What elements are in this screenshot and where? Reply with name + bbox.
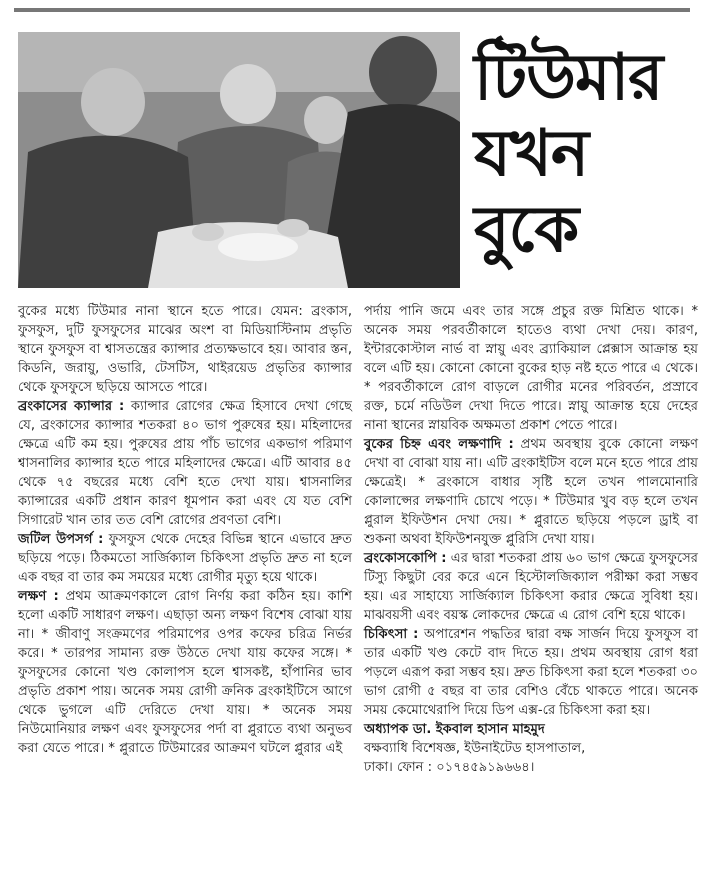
paragraph-treatment: চিকিৎসা : অপারেশন পদ্ধতির দ্বারা বক্ষ সার্জন দিয়ে ফুসফুস বা তার একটি খণ্ড কেটে বাদ দিতে হয়। প্রথম অবস্থায় রোগ ধরা পড়লে এরূপ করা সম্ভব হয়। দ্রুত চিকিৎসা করা হলে শতকরা ৩০ ভাগ রোগী ৫ বছর বা তার বেশিও বেঁচে থাকতে পারে। অনেক সময় কেমোথেরাপি দিয়ে ডিপ এক্স-রে চিকিৎসা করা হয়। bbox=[364, 627, 698, 718]
subheading: ব্রংকাসের ক্যান্সার : bbox=[18, 399, 125, 414]
author-contact: ঢাকা। ফোন : ০১৭৪৫৯১৯৬৬৪। bbox=[364, 760, 535, 775]
author-name: অধ্যাপক ডা. ইকবাল হাসান মাহমুদ bbox=[364, 722, 545, 737]
subheading: চিকিৎসা : bbox=[364, 627, 419, 642]
paragraph-symptoms: লক্ষণ : প্রথম আক্রমণকালে রোগ নির্ণয় করা কঠিন হয়। কাশি হলো একটি সাধারণ লক্ষণ। এছাড়া অন্য লক্ষণ বিশেষ বোঝা যায় না। * জীবাণু সংক্রমণের পরিমাপের ওপর কফের চরিত্র নির্ভর করে। * তারপর সামান্য রক্ত উঠতে দেখা যায় কফের সঙ্গে। * ফুসফুসের কোনো খণ্ড কোলাপস হলে শ্বাসকষ্ট, হাঁপানির ভাব প্রভৃতি প্রকাশ পায়। অনেক সময় রোগী ক্রনিক ব্রংকাইটিসে আগে থেকে ভুগলে এটি দেরিতে দেখা যায়। * অনেক সময় নিউমোনিয়ার লক্ষণ এবং ফুসফুসের পর্দা বা প্লুরাতে ব্যথা অনুভব করা যেতে পারে। * প্লুরাতে টিউমারের আক্রমণ ঘটলে প্লুরার এই bbox=[18, 589, 352, 756]
subheading: বুকের চিহ্ন এবং লক্ষণাদি : bbox=[364, 437, 514, 452]
right-column bbox=[364, 302, 698, 777]
left-column bbox=[18, 302, 352, 758]
paragraph-chest-signs: বুকের চিহ্ন এবং লক্ষণাদি : প্রথম অবস্থায় বুকে কোনো লক্ষণ দেখা বা বোঝা যায় না। এটি ব্রংকাইটিস বলে মনে হতে পারে প্রায় ক্ষেত্রেই। * ব্রংকাসে বাধার সৃষ্টি হলে তখন পালমোনারি কোলাপ্সের লক্ষণাদি চোখে পড়ে। * টিউমার খুব বড় হলে তখন প্লুরাল ইফিউশন দেখা দেয়। * প্লুরাতে ছড়িয়ে পড়লে ড্রাই বা শুকনা অথবা ইফিউশনযুক্ত প্লুরিসি দেখা যায়। bbox=[364, 437, 698, 547]
headline bbox=[474, 40, 694, 268]
top-rule bbox=[14, 8, 690, 12]
paragraph-complications: জটিল উপসর্গ : ফুসফুস থেকে দেহের বিভিন্ন স্থানে এভাবে দ্রুত ছড়িয়ে পড়ে। ঠিকমতো সার্জিক্যাল চিকিৎসা প্রভৃতি দ্রুত না হলে এক বছর বা তার কম সময়ের মধ্যে রোগীর মৃত্যু হয়ে থাকে। bbox=[18, 532, 352, 585]
paragraph-intro: বুকের মধ্যে টিউমার নানা স্থানে হতে পারে। যেমন: ব্রংকাস, ফুসফুস, দুটি ফুসফুসের মাঝের অংশ বা মিডিয়াস্টিনাম প্রভৃতি স্থানে ফুসফুস বা শ্বাসতন্ত্রের ক্যান্সার প্রত্যক্ষভাবে হয়। আবার স্তন, কিডনি, জরায়ু, ওভারি, টেসটিস, থাইরয়েড প্রভৃতির ক্যান্সার থেকে ফুসফুসে ছড়িয়ে আসতে পারে। bbox=[18, 304, 352, 395]
author-designation: বক্ষব্যাধি বিশেষজ্ঞ, ইউনাইটেড হাসপাতাল, bbox=[364, 741, 586, 756]
headline-line-3: বুকে bbox=[474, 193, 579, 267]
subheading: জটিল উপসর্গ : bbox=[18, 532, 104, 547]
headline-line-2: যখন bbox=[474, 117, 589, 191]
surgery-photo bbox=[18, 32, 460, 288]
subheading: ব্রংকোসকোপি : bbox=[364, 551, 447, 566]
paragraph-continued: পর্দায় পানি জমে এবং তার সঙ্গে প্রচুর রক্ত মিশ্রিত থাকে। * অনেক সময় পরবর্তীকালে হাতেও ব্যথা দেখা দেয়। কারণ, ইন্টারকোস্টাল নার্ভ বা স্নায়ু এবং ব্র্যাকিয়াল প্লেক্সাস আক্রান্ত হয় বলে এটি হয়। কোনো কোনো বুকের হাড় নষ্ট হতে পারে এ থেকে। * পরবর্তীকালে রোগ বাড়লে রোগীর মনের পরিবর্তন, প্রস্রাবে রক্ত, চর্মে নডিউল দেখা দিতে পারে। স্নায়ু আক্রান্ত হয়ে দেহের নানা স্থানের স্নায়বিক অক্ষমতা প্রকাশ পেতে পারে। bbox=[364, 304, 698, 433]
headline-line-1: টিউমার bbox=[474, 41, 663, 115]
paragraph-bronchoscopy: ব্রংকোসকোপি : এর দ্বারা শতকরা প্রায় ৬০ ভাগ ক্ষেত্রে ফুসফুসের টিস্যু কিছুটা বের করে এনে হিস্টোলজিক্যাল পরীক্ষা করা সম্ভব হয়। এর সাহায্যে সার্জিক্যাল চিকিৎসা করার ক্ষেত্রে সুবিধা হয়। মাঝবয়সী এবং বয়স্ক লোকদের ক্ষেত্রে এ রোগ বেশি হয়ে থাকে। bbox=[364, 551, 699, 623]
paragraph-bronchial-cancer: ব্রংকাসের ক্যান্সার : ক্যান্সার রোগের ক্ষেত্র হিসাবে দেখা গেছে যে, ব্রংকাসের ক্যান্সার শতকরা ৪০ ভাগ পুরুষের হয়। মহিলাদের ক্ষেত্রে এটি কম হয়। পুরুষের প্রায় পাঁচ ভাগের একভাগ পরিমাণ শ্বাসনালির ক্যান্সার হতে পারে মহিলাদের ক্ষেত্রে। এটি আবার ৪৫ থেকে ৭৫ বছরের মধ্যে বেশি হতে দেখা যায়। শ্বাসনালির ক্যান্সারের একটি প্রধান কারণ ধূমপান করা এবং যে যত বেশি সিগারেট খান তার তত বেশি রোগের প্রবণতা বেশি। bbox=[18, 399, 352, 528]
subheading: লক্ষণ : bbox=[18, 589, 59, 604]
